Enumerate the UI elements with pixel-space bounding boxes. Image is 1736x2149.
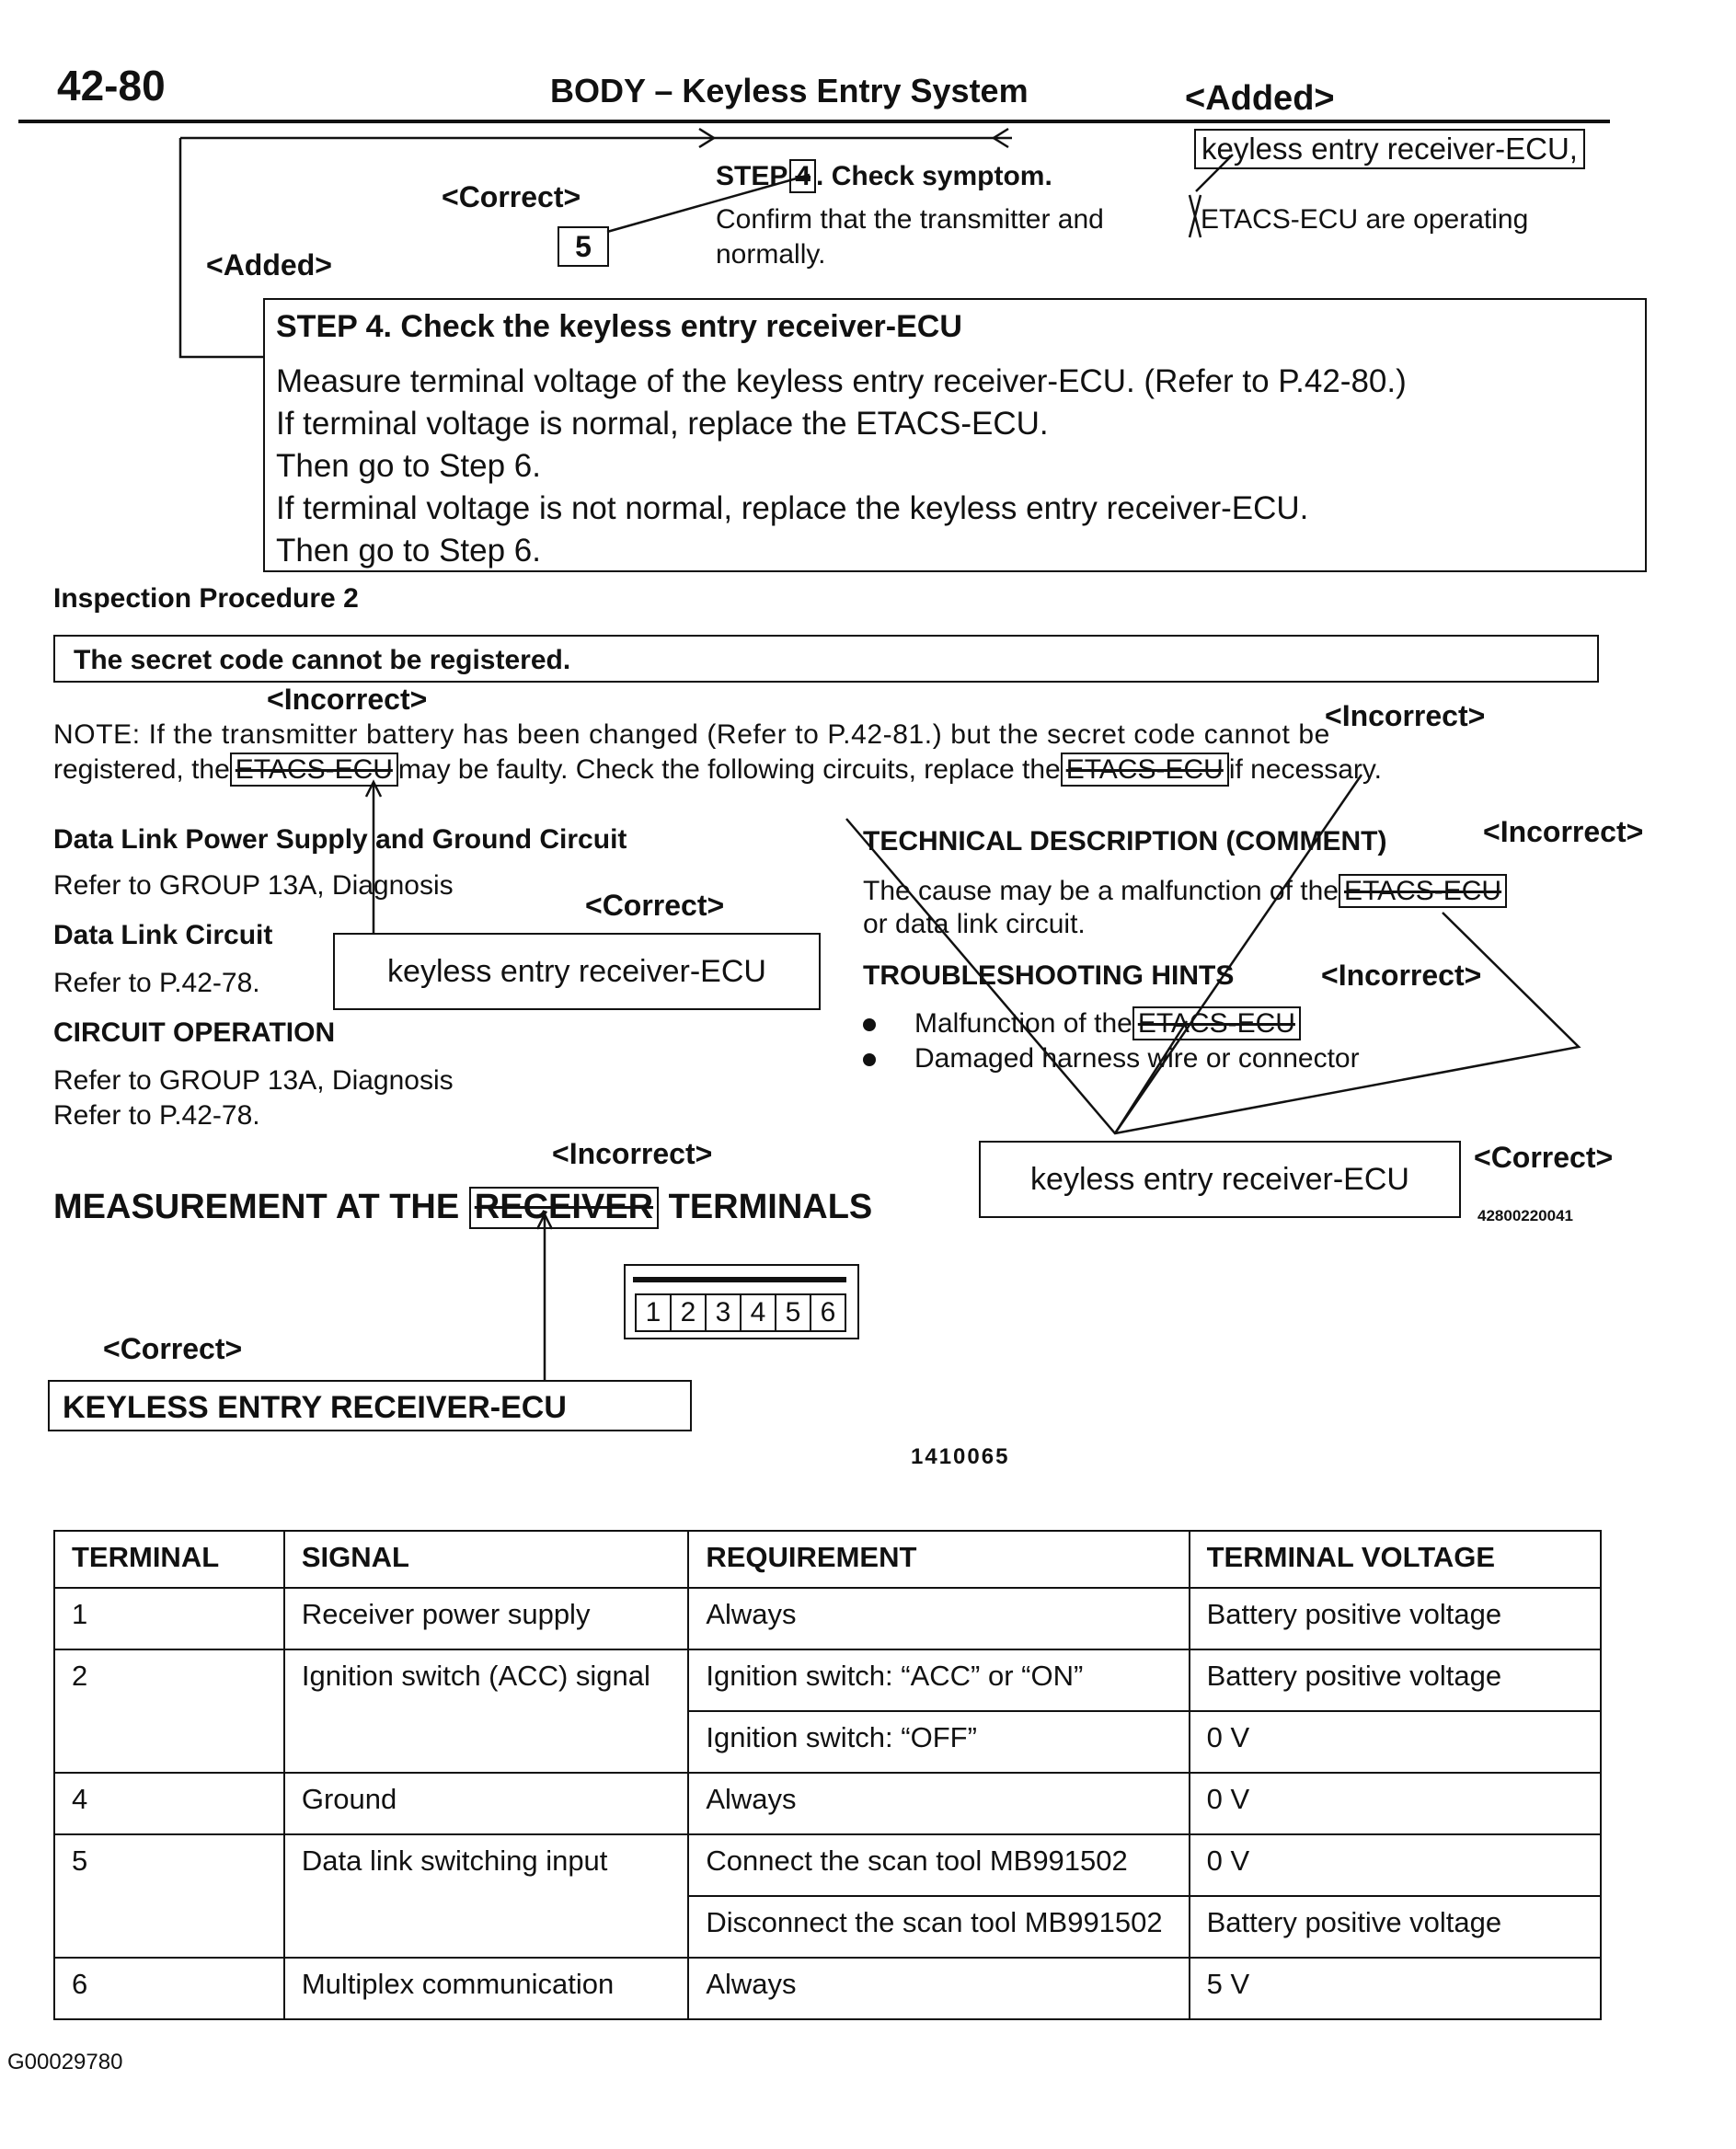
old-step-body-c: normally. bbox=[716, 239, 826, 270]
right-p1a: The cause may be a malfunction of the bbox=[863, 876, 1339, 906]
correct-box-right: keyless entry receiver-ECU bbox=[979, 1141, 1461, 1218]
old-step-title bbox=[716, 159, 1052, 193]
connector-diagram bbox=[624, 1264, 859, 1339]
old-step-body-a: Confirm that the transmitter and bbox=[716, 204, 1104, 235]
symptom-box: The secret code cannot be registered. bbox=[53, 635, 1599, 683]
bullet-1-strike: ETACS-ECU bbox=[1132, 1006, 1301, 1040]
cell-terminal: 2 bbox=[54, 1649, 284, 1773]
table-row bbox=[54, 1649, 1601, 1711]
cell-signal: Ground bbox=[284, 1773, 688, 1834]
added-step-box bbox=[263, 298, 1647, 572]
cell-voltage: Battery positive voltage bbox=[1190, 1649, 1601, 1711]
cell-requirement: Ignition switch: “ACC” or “ON” bbox=[688, 1649, 1189, 1711]
right-h2: TROUBLESHOOTING HINTS bbox=[863, 960, 1235, 991]
measurement-title-a: MEASUREMENT AT THE bbox=[53, 1188, 460, 1226]
terminal-voltage-table bbox=[53, 1530, 1602, 2020]
insert-x-1 bbox=[1190, 195, 1201, 237]
right-p1b: or data link circuit. bbox=[863, 909, 1086, 939]
table-header: REQUIREMENT bbox=[688, 1531, 1189, 1588]
cell-terminal: 1 bbox=[54, 1588, 284, 1649]
incorrect-label-right-2: <Incorrect> bbox=[1321, 959, 1482, 992]
note-line-2 bbox=[53, 753, 1382, 787]
cell-terminal: 6 bbox=[54, 1958, 284, 2019]
note-line-2a: registered, the bbox=[53, 754, 230, 785]
cell-voltage: 0 V bbox=[1190, 1834, 1601, 1896]
table-header-row bbox=[54, 1531, 1601, 1588]
corrected-step-number: 5 bbox=[558, 226, 609, 267]
bullet-2-text: Damaged harness wire or connector bbox=[914, 1043, 1360, 1074]
table-row bbox=[54, 1773, 1601, 1834]
old-step-crossed-number: 4 bbox=[789, 159, 816, 193]
cell-voltage: 0 V bbox=[1190, 1711, 1601, 1773]
old-step-suffix: . Check symptom. bbox=[816, 161, 1052, 191]
added-step-line: Measure terminal voltage of the keyless entry receiver-ECU. (Refer to P.42-80.) bbox=[276, 363, 1407, 399]
cell-terminal: 4 bbox=[54, 1773, 284, 1834]
table-header: TERMINAL VOLTAGE bbox=[1190, 1531, 1601, 1588]
fig-code-measure: 1410065 bbox=[911, 1444, 1010, 1469]
cell-signal: Receiver power supply bbox=[284, 1588, 688, 1649]
left-h2: Data Link Circuit bbox=[53, 920, 273, 950]
added-step-line: If terminal voltage is not normal, replace the keyless entry receiver-ECU. bbox=[276, 490, 1309, 526]
cell-requirement: Always bbox=[688, 1588, 1189, 1649]
connector-pin: 6 bbox=[810, 1293, 846, 1332]
right-h1: TECHNICAL DESCRIPTION (COMMENT) bbox=[863, 826, 1387, 856]
loop-arrowhead bbox=[699, 129, 714, 147]
added-step-line: Then go to Step 6. bbox=[276, 533, 541, 569]
insert-x-2 bbox=[1190, 195, 1201, 237]
cell-voltage: Battery positive voltage bbox=[1190, 1896, 1601, 1958]
connector-latch bbox=[633, 1277, 846, 1282]
loop-arrowhead-2 bbox=[994, 129, 1008, 147]
added-label-top: <Added> bbox=[1185, 79, 1335, 118]
cell-requirement: Always bbox=[688, 1773, 1189, 1834]
incorrect-label-note-2: <Incorrect> bbox=[1325, 699, 1486, 732]
correct-label-step: <Correct> bbox=[442, 180, 581, 213]
incorrect-label-right-1: <Incorrect> bbox=[1483, 815, 1644, 848]
table-header: TERMINAL bbox=[54, 1531, 284, 1588]
table-row bbox=[54, 1958, 1601, 2019]
cell-requirement: Ignition switch: “OFF” bbox=[688, 1711, 1189, 1773]
correct-label-measure: <Correct> bbox=[103, 1332, 243, 1365]
cell-requirement: Disconnect the scan tool MB991502 bbox=[688, 1896, 1189, 1958]
correct-label-left: <Correct> bbox=[585, 889, 725, 922]
note-strike-2: ETACS-ECU bbox=[1061, 753, 1229, 787]
correct-box-left: keyless entry receiver-ECU bbox=[333, 933, 821, 1010]
bullet-icon bbox=[863, 1053, 876, 1066]
added-step-line: Then go to Step 6. bbox=[276, 448, 541, 484]
fig-code-right: 42800220041 bbox=[1477, 1207, 1574, 1224]
added-step-lines bbox=[276, 361, 1407, 572]
header-rule bbox=[18, 120, 1610, 123]
added-step-line: If terminal voltage is normal, replace the ETACS-ECU. bbox=[276, 406, 1049, 442]
measurement-title-b: TERMINALS bbox=[668, 1188, 873, 1226]
note-strike-1: ETACS-ECU bbox=[230, 753, 398, 787]
bullet-icon bbox=[863, 1018, 876, 1031]
cell-signal: Data link switching input bbox=[284, 1834, 688, 1958]
cell-requirement: Connect the scan tool MB991502 bbox=[688, 1834, 1189, 1896]
incorrect-label-measure: <Incorrect> bbox=[552, 1137, 713, 1170]
cell-requirement: Always bbox=[688, 1958, 1189, 2019]
cell-voltage: Battery positive voltage bbox=[1190, 1588, 1601, 1649]
bullet-2 bbox=[863, 1043, 1360, 1074]
loop-line bbox=[180, 138, 263, 357]
left-h3: CIRCUIT OPERATION bbox=[53, 1017, 336, 1048]
cell-voltage: 5 V bbox=[1190, 1958, 1601, 2019]
cell-signal: Multiplex communication bbox=[284, 1958, 688, 2019]
right-p1-strike: ETACS-ECU bbox=[1339, 874, 1507, 908]
connector-pins bbox=[635, 1293, 845, 1332]
bullet-1-text: Malfunction of the bbox=[914, 1008, 1132, 1039]
table-row bbox=[54, 1588, 1601, 1649]
left-p2: Refer to P.42-78. bbox=[53, 968, 260, 998]
connector-pin: 4 bbox=[740, 1293, 776, 1332]
connector-pin: 3 bbox=[705, 1293, 742, 1332]
connector-pin: 2 bbox=[670, 1293, 707, 1332]
insert-text-box: keyless entry receiver-ECU, bbox=[1194, 129, 1585, 169]
cell-terminal: 5 bbox=[54, 1834, 284, 1958]
cell-voltage: 0 V bbox=[1190, 1773, 1601, 1834]
bullet-1 bbox=[863, 1006, 1301, 1040]
page-number: 42-80 bbox=[57, 62, 166, 109]
table-row bbox=[54, 1834, 1601, 1896]
right-p1-line1 bbox=[863, 874, 1507, 908]
left-p3: Refer to GROUP 13A, Diagnosis bbox=[53, 1065, 454, 1096]
added-label-step: <Added> bbox=[206, 248, 332, 282]
connector-pin: 5 bbox=[775, 1293, 811, 1332]
note-line-1: NOTE: If the transmitter battery has been changed (Refer to P.42-81.) but the secret code cannot be bbox=[53, 719, 1330, 750]
left-p1: Refer to GROUP 13A, Diagnosis bbox=[53, 870, 454, 901]
cell-signal: Ignition switch (ACC) signal bbox=[284, 1649, 688, 1773]
section-title: BODY – Keyless Entry System bbox=[550, 72, 1029, 109]
old-step-body-b: ETACS-ECU are operating bbox=[1201, 204, 1529, 235]
incorrect-label-note-1: <Incorrect> bbox=[267, 683, 428, 716]
added-step-title: STEP 4. Check the keyless entry receiver-ECU bbox=[276, 309, 962, 344]
correct-label-right: <Correct> bbox=[1474, 1141, 1614, 1174]
connector-pin: 1 bbox=[635, 1293, 672, 1332]
note-line-2b: may be faulty. Check the following circuits, replace the bbox=[397, 754, 1061, 785]
measurement-title-strike: RECEIVER bbox=[469, 1187, 659, 1229]
correct-box-measure: KEYLESS ENTRY RECEIVER-ECU bbox=[48, 1380, 692, 1431]
inspection-heading: Inspection Procedure 2 bbox=[53, 583, 359, 614]
footer-code: G00029780 bbox=[7, 2050, 123, 2074]
table-header: SIGNAL bbox=[284, 1531, 688, 1588]
measurement-title bbox=[53, 1187, 872, 1229]
left-h1: Data Link Power Supply and Ground Circuit bbox=[53, 824, 627, 855]
old-step-prefix: STEP bbox=[716, 161, 788, 191]
note-line-2c: if necessary. bbox=[1228, 754, 1382, 785]
left-p4: Refer to P.42-78. bbox=[53, 1100, 260, 1131]
